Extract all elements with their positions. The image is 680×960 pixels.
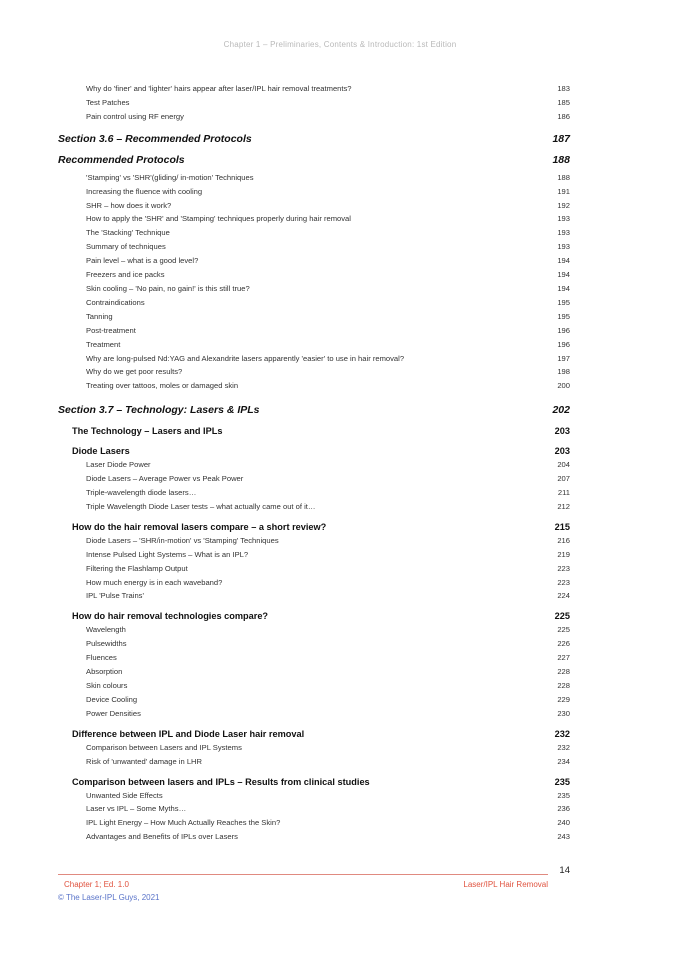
toc-heading-title: How do the hair removal lasers compare – a short review?: [72, 521, 327, 532]
toc-entry-title: Laser vs IPL – Some Myths…: [86, 804, 187, 814]
toc-entry[interactable]: [58, 707, 570, 721]
toc-entry-page: 185: [557, 97, 570, 107]
toc-entry[interactable]: [58, 338, 570, 352]
toc-section[interactable]: [58, 153, 570, 168]
toc-heading-page: 215: [554, 521, 570, 532]
toc-entry-page: 183: [557, 84, 570, 93]
toc-entry-title: Advantages and Benefits of IPLs over Lasers: [86, 832, 238, 842]
toc-entry-page: 197: [557, 353, 570, 363]
table-of-contents: [58, 82, 570, 844]
toc-entry[interactable]: [58, 185, 570, 199]
toc-entry-page: 196: [557, 325, 570, 335]
toc-entry-page: 193: [557, 214, 570, 224]
toc-entry-page: 243: [557, 832, 570, 842]
toc-entry[interactable]: [58, 486, 570, 500]
toc-entry[interactable]: [58, 637, 570, 651]
toc-entry-title: Skin colours: [86, 681, 128, 690]
toc-entry[interactable]: [58, 96, 570, 110]
toc-entry-page: 198: [557, 367, 570, 377]
toc-heading-title: The Technology – Lasers and IPLs: [72, 426, 223, 437]
toc-heading[interactable]: [58, 520, 570, 534]
running-header: Chapter 1 – Preliminaries, Contents & Introduction: 1st Edition: [223, 40, 457, 49]
toc-entry[interactable]: [58, 830, 570, 844]
toc-entry-title: Why are long-pulsed Nd:YAG and Alexandrite lasers apparently 'easier' to use in hair removal?: [86, 353, 405, 363]
toc-entry[interactable]: [58, 665, 570, 679]
toc-entry[interactable]: [58, 789, 570, 803]
toc-entry-page: 188: [557, 172, 570, 182]
toc-heading-page: 232: [554, 728, 570, 739]
toc-entry-title: Fluences: [86, 653, 117, 663]
toc-entry-page: 200: [557, 381, 570, 391]
toc-entry-title: Why do 'finer' and 'lighter' hairs appear after laser/IPL hair removal treatments?: [86, 84, 352, 93]
toc-heading-title: How do hair removal technologies compare?: [72, 611, 269, 622]
toc-entry[interactable]: [58, 282, 570, 296]
toc-entry[interactable]: [58, 576, 570, 590]
toc-entry[interactable]: [58, 755, 570, 769]
toc-entry[interactable]: [58, 110, 570, 124]
footer-copyright: © The Laser-IPL Guys, 2021: [58, 893, 160, 902]
toc-entry[interactable]: [58, 268, 570, 282]
toc-entry[interactable]: [58, 589, 570, 603]
toc-entry-title: IPL 'Pulse Trains': [86, 591, 144, 601]
toc-section-page: 187: [552, 132, 570, 145]
toc-entry-title: Tanning: [86, 311, 113, 321]
toc-entry-title: Risk of 'unwanted' damage in LHR: [86, 756, 203, 766]
toc-entry[interactable]: [58, 500, 570, 514]
toc-entry-title: Power Densities: [86, 708, 141, 718]
toc-entry-page: 195: [557, 297, 570, 307]
toc-entry-page: 224: [557, 591, 570, 601]
toc-section-title: Section 3.6 – Recommended Protocols: [58, 132, 252, 145]
toc-entry-title: Pain control using RF energy: [86, 111, 184, 121]
toc-entry-page: 194: [557, 283, 570, 293]
toc-entry-title: IPL Light Energy – How Much Actually Reaches the Skin?: [86, 818, 281, 828]
toc-entry-page: 223: [557, 577, 570, 587]
toc-entry[interactable]: [58, 693, 570, 707]
toc-entry-page: 193: [557, 228, 570, 238]
toc-heading[interactable]: [58, 727, 570, 741]
toc-entry[interactable]: [58, 212, 570, 226]
toc-entry[interactable]: [58, 240, 570, 254]
toc-entry-page: 193: [557, 242, 570, 252]
toc-heading[interactable]: [58, 609, 570, 623]
toc-entry[interactable]: [58, 324, 570, 338]
toc-entry-page: 216: [557, 535, 570, 545]
toc-entry-page: 195: [557, 311, 570, 321]
toc-entry-title: How much energy is in each waveband?: [86, 577, 223, 587]
toc-entry-page: 196: [557, 339, 570, 349]
toc-entry-page: 219: [557, 549, 570, 559]
toc-entry-title: Treating over tattoos, moles or damaged skin: [86, 381, 239, 391]
toc-entry-page: 227: [557, 653, 570, 663]
toc-heading-title: Difference between IPL and Diode Laser hair removal: [72, 728, 305, 739]
toc-entry-title: Device Cooling: [86, 694, 138, 704]
toc-entry-title: Increasing the fluence with cooling: [86, 186, 203, 196]
toc-entry[interactable]: [58, 226, 570, 240]
toc-entry-page: 225: [557, 625, 570, 635]
toc-section-page: 188: [552, 153, 570, 166]
toc-entry[interactable]: [58, 352, 570, 366]
toc-entry-title: Diode Lasers – Average Power vs Peak Power: [86, 474, 244, 484]
toc-entry-page: 240: [557, 818, 570, 828]
toc-heading-page: 203: [554, 426, 570, 437]
toc-entry-title: Summary of techniques: [86, 242, 166, 252]
toc-entry[interactable]: [58, 296, 570, 310]
toc-entry-title: Absorption: [86, 667, 123, 677]
toc-entry[interactable]: [58, 816, 570, 830]
toc-entry[interactable]: [58, 254, 570, 268]
toc-entry-title: Skin cooling – 'No pain, no gain!' is this still true?: [86, 283, 250, 293]
toc-entry[interactable]: [58, 82, 570, 96]
toc-entry-title: Test Patches: [86, 97, 130, 107]
toc-entry-title: Filtering the Flashlamp Output: [86, 563, 188, 573]
toc-section-page: 202: [552, 404, 570, 417]
toc-entry-title: Intense Pulsed Light Systems – What is an IPL?: [86, 549, 249, 559]
page-number: 14: [559, 865, 570, 876]
toc-entry[interactable]: [58, 623, 570, 637]
toc-entry-page: 226: [557, 639, 570, 649]
toc-entry-title: Pulsewidths: [86, 639, 127, 649]
toc-heading-title: Comparison between lasers and IPLs – Results from clinical studies: [72, 776, 370, 787]
toc-entry-page: 228: [557, 667, 570, 677]
toc-entry[interactable]: [58, 802, 570, 816]
toc-entry-title: 'Stamping' vs 'SHR'(gliding/ in-motion' Techniques: [86, 172, 254, 182]
toc-entry-page: 232: [557, 742, 570, 752]
toc-entry-page: 229: [557, 694, 570, 704]
toc-entry-title: Wavelength: [86, 625, 126, 635]
toc-entry[interactable]: [58, 534, 570, 548]
toc-section[interactable]: [58, 403, 570, 418]
footer-title: Laser/IPL Hair Removal: [463, 880, 548, 889]
toc-entry-page: 207: [557, 474, 570, 484]
toc-entry[interactable]: [58, 199, 570, 213]
toc-entry-title: Pain level – what is a good level?: [86, 256, 199, 266]
footer-chapter: Chapter 1; Ed. 1.0: [64, 880, 129, 889]
toc-entry[interactable]: [58, 562, 570, 576]
toc-entry[interactable]: [58, 365, 570, 379]
toc-entry-page: 235: [557, 790, 570, 800]
toc-entry-title: Diode Lasers – 'SHR/in-motion' vs 'Stamping' Techniques: [86, 535, 279, 545]
toc-entry-page: 223: [557, 563, 570, 573]
toc-entry-page: 230: [557, 708, 570, 718]
toc-heading[interactable]: [58, 444, 570, 458]
toc-entry-page: 192: [557, 200, 570, 210]
toc-entry-page: 191: [557, 186, 570, 196]
toc-entry[interactable]: [58, 651, 570, 665]
toc-entry-title: SHR – how does it work?: [86, 200, 172, 210]
toc-entry-title: Why do we get poor results?: [86, 367, 183, 377]
toc-entry-page: 228: [557, 681, 570, 690]
toc-entry-title: Comparison between Lasers and IPL Systems: [86, 742, 242, 752]
toc-entry-page: 236: [557, 804, 570, 814]
toc-entry[interactable]: [58, 472, 570, 486]
toc-section[interactable]: [58, 132, 570, 147]
footer-divider: [58, 874, 548, 875]
toc-entry-page: 194: [557, 256, 570, 266]
toc-heading[interactable]: [58, 775, 570, 789]
toc-entry-page: 204: [557, 460, 570, 470]
toc-entry-title: Post-treatment: [86, 325, 136, 335]
toc-entry-title: The 'Stacking' Technique: [86, 228, 170, 238]
toc-entry-title: Laser Diode Power: [86, 460, 151, 470]
toc-entry[interactable]: [58, 171, 570, 185]
toc-section-title: Section 3.7 – Technology: Lasers & IPLs: [58, 404, 260, 417]
toc-entry-title: Triple-wavelength diode lasers…: [86, 488, 197, 498]
toc-heading-title: Diode Lasers: [72, 446, 130, 457]
toc-entry-title: Treatment: [86, 339, 121, 349]
toc-entry-title: Freezers and ice packs: [86, 270, 165, 280]
toc-entry[interactable]: [58, 548, 570, 562]
toc-entry[interactable]: [58, 310, 570, 324]
toc-entry-title: Unwanted Side Effects: [86, 790, 163, 800]
toc-entry-page: 212: [557, 501, 570, 511]
toc-entry-title: Triple Wavelength Diode Laser tests – what actually came out of it…: [86, 501, 316, 511]
toc-heading-page: 203: [554, 446, 570, 457]
toc-section-title: Recommended Protocols: [58, 153, 185, 166]
toc-entry[interactable]: [58, 379, 570, 393]
toc-heading[interactable]: [58, 424, 570, 438]
toc-entry-title: How to apply the 'SHR' and 'Stamping' techniques properly during hair removal: [86, 214, 351, 224]
toc-entry-title: Contraindications: [86, 297, 145, 307]
toc-entry[interactable]: [58, 741, 570, 755]
toc-entry-page: 211: [557, 488, 570, 498]
toc-entry[interactable]: [58, 679, 570, 693]
toc-entry-page: 194: [557, 270, 570, 280]
toc-heading-page: 225: [554, 611, 570, 622]
toc-heading-page: 235: [554, 776, 570, 787]
toc-entry[interactable]: [58, 458, 570, 472]
toc-entry-page: 234: [557, 756, 570, 766]
toc-entry-page: 186: [557, 111, 570, 121]
